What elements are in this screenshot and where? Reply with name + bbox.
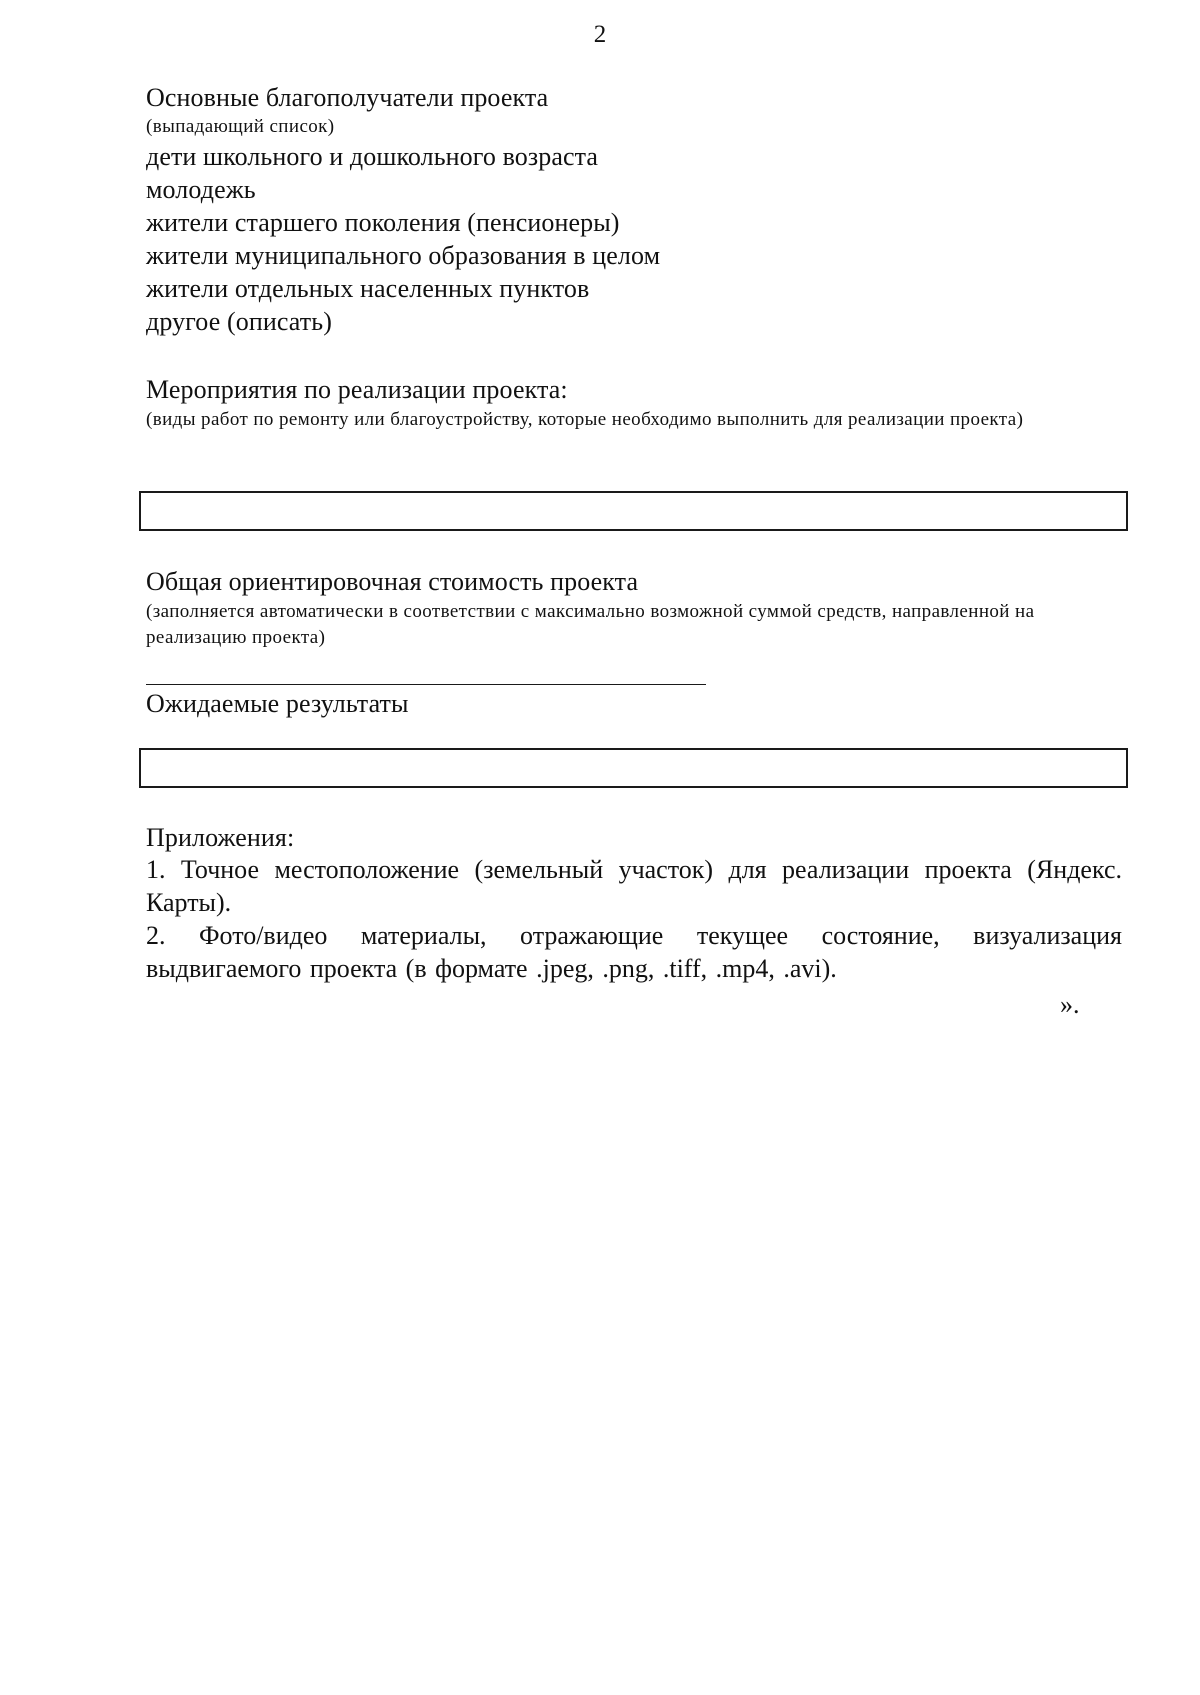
results-section (146, 688, 1122, 719)
activities-field[interactable] (139, 491, 1128, 531)
results-field[interactable] (139, 748, 1128, 788)
beneficiaries-list[interactable] (146, 140, 1122, 338)
beneficiary-option[interactable]: другое (описать) (146, 307, 332, 336)
beneficiaries-heading: Основные благополучатели проекта (146, 83, 549, 112)
activities-section (146, 374, 1122, 433)
activities-heading: Мероприятия по реализации проекта: (146, 375, 568, 404)
beneficiary-option[interactable]: жители старшего поколения (пенсионеры) (146, 208, 620, 237)
beneficiary-option[interactable]: дети школьного и дошкольного возраста (146, 142, 599, 171)
cost-note: (заполняется автоматически в соответствии с максимально возможной суммой средств, направленной на реализацию проекта) (146, 601, 1035, 648)
attachments-section (146, 822, 1122, 985)
beneficiary-option[interactable]: жители муниципального образования в целом (146, 241, 661, 270)
beneficiary-option[interactable]: молодежь (146, 175, 256, 204)
cost-heading: Общая ориентировочная стоимость проекта (146, 567, 639, 596)
closing-quote: ». (1060, 990, 1080, 1019)
results-heading: Ожидаемые результаты (146, 689, 409, 718)
cost-section (146, 566, 1122, 651)
beneficiaries-note: (выпадающий список) (146, 116, 335, 137)
activities-note: (виды работ по ремонту или благоустройству, которые необходимо выполнить для реализации проекта) (146, 409, 1024, 430)
attachment-item: 1. Точное местоположение (земельный участок) для реализации проекта (Яндекс. Карты). (146, 855, 1122, 917)
beneficiary-option[interactable]: жители отдельных населенных пунктов (146, 274, 590, 303)
attachments-heading: Приложения: (146, 823, 295, 852)
attachment-item: 2. Фото/видео материалы, отражающие текущее состояние, визуализация выдвигаемого проекта (в формате .jpeg, .png, .tiff, .mp4, .avi). (146, 921, 1122, 983)
page-number: 2 (593, 21, 607, 48)
beneficiaries-section (146, 82, 1122, 338)
cost-value-line[interactable] (146, 684, 706, 685)
